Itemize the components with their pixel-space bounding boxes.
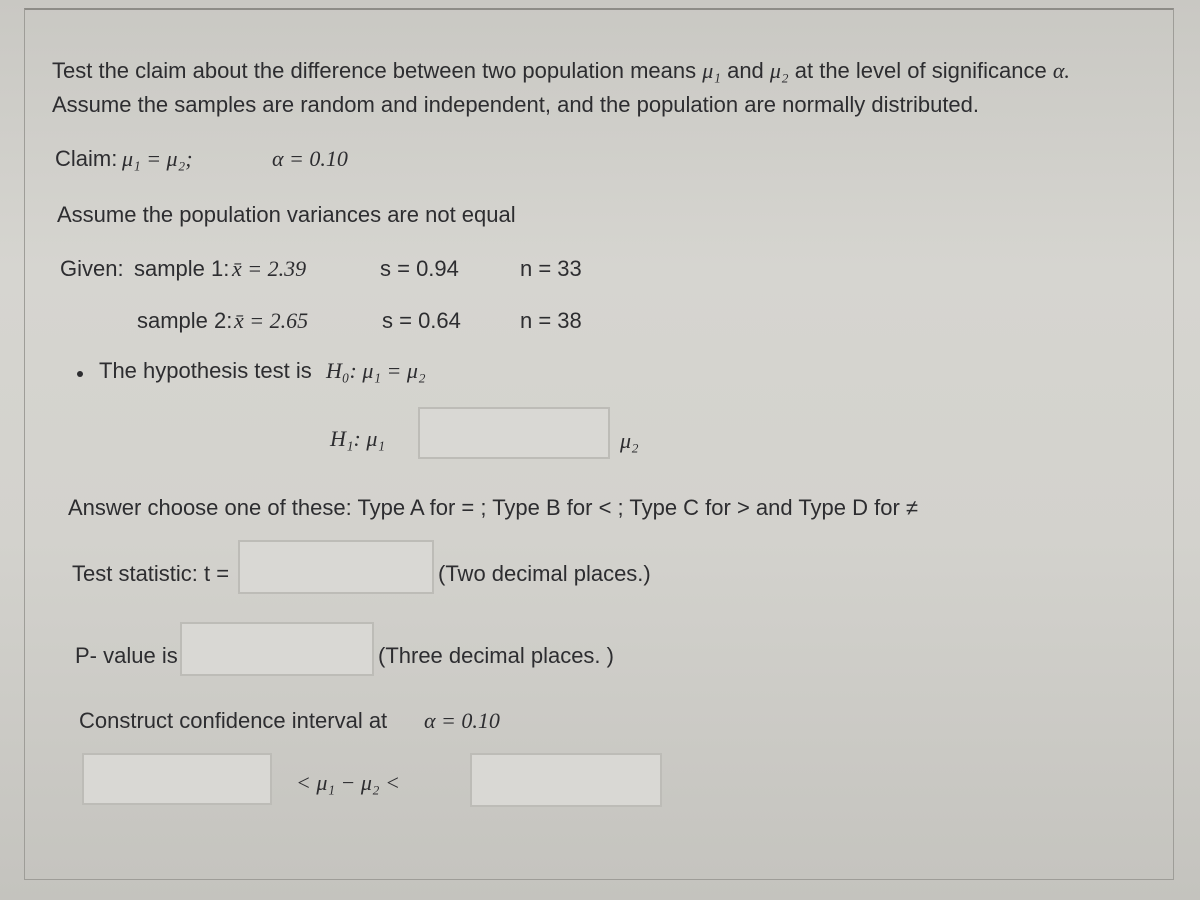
- bullet-icon: [77, 371, 83, 377]
- sample2-mean: x̄ = 2.65: [234, 308, 309, 333]
- sample2-n: n = 38: [520, 308, 582, 333]
- mu2-symbol: μ₂: [769, 58, 789, 83]
- p-value-label: P- value is: [75, 643, 178, 668]
- p-value-input[interactable]: [180, 622, 374, 676]
- intro-and: and: [727, 58, 764, 83]
- confidence-label: Construct confidence interval at: [79, 708, 388, 733]
- test-statistic-label: Test statistic: t =: [72, 561, 230, 586]
- alt-hypothesis-input[interactable]: [418, 407, 610, 459]
- answer-choice-instructions: Answer choose one of these: Type A for = ; Type B for < ; Type C for > and Type D for ≠: [68, 495, 918, 520]
- confidence-alpha: α = 0.10: [424, 708, 500, 733]
- alt-hypothesis-right: μ₂: [620, 428, 639, 453]
- claim-label: Claim:: [55, 146, 118, 171]
- given-label: Given:: [60, 256, 124, 281]
- intro-line-1: [52, 60, 1070, 82]
- test-statistic-input[interactable]: [238, 540, 434, 594]
- hypothesis-text: The hypothesis test is: [99, 358, 312, 383]
- variance-assumption: Assume the population variances are not equal: [57, 202, 516, 227]
- null-hypothesis: H₀: μ₁ = μ₂: [326, 358, 426, 383]
- intro-line-2: Assume the samples are random and independent, and the population are normally distributed.: [52, 92, 980, 117]
- ci-lower-input[interactable]: [82, 753, 272, 805]
- sample1-mean: x̄ = 2.39: [232, 256, 307, 281]
- sample2-label: sample 2:: [137, 308, 233, 333]
- claim-alpha: α = 0.10: [272, 146, 348, 171]
- mu1-symbol: μ₁: [702, 58, 721, 83]
- test-statistic-hint: (Two decimal places.): [438, 561, 651, 586]
- sample1-label: sample 1:: [134, 256, 230, 281]
- sample1-n: n = 33: [520, 256, 582, 281]
- ci-middle-expression: < μ₁ − μ₂ <: [296, 770, 400, 795]
- sample1-sd: s = 0.94: [380, 256, 459, 281]
- p-value-hint: (Three decimal places. ): [378, 643, 614, 668]
- sample2-sd: s = 0.64: [382, 308, 461, 333]
- intro-text-a: Test the claim about the difference between two population means: [52, 58, 697, 83]
- alt-hypothesis-left: H₁: μ₁: [330, 426, 386, 451]
- claim-expression: μ₁ = μ₂;: [122, 146, 193, 171]
- intro-text-b: at the level of significance: [794, 58, 1047, 83]
- alpha-symbol: α.: [1052, 58, 1070, 83]
- ci-upper-input[interactable]: [470, 753, 662, 807]
